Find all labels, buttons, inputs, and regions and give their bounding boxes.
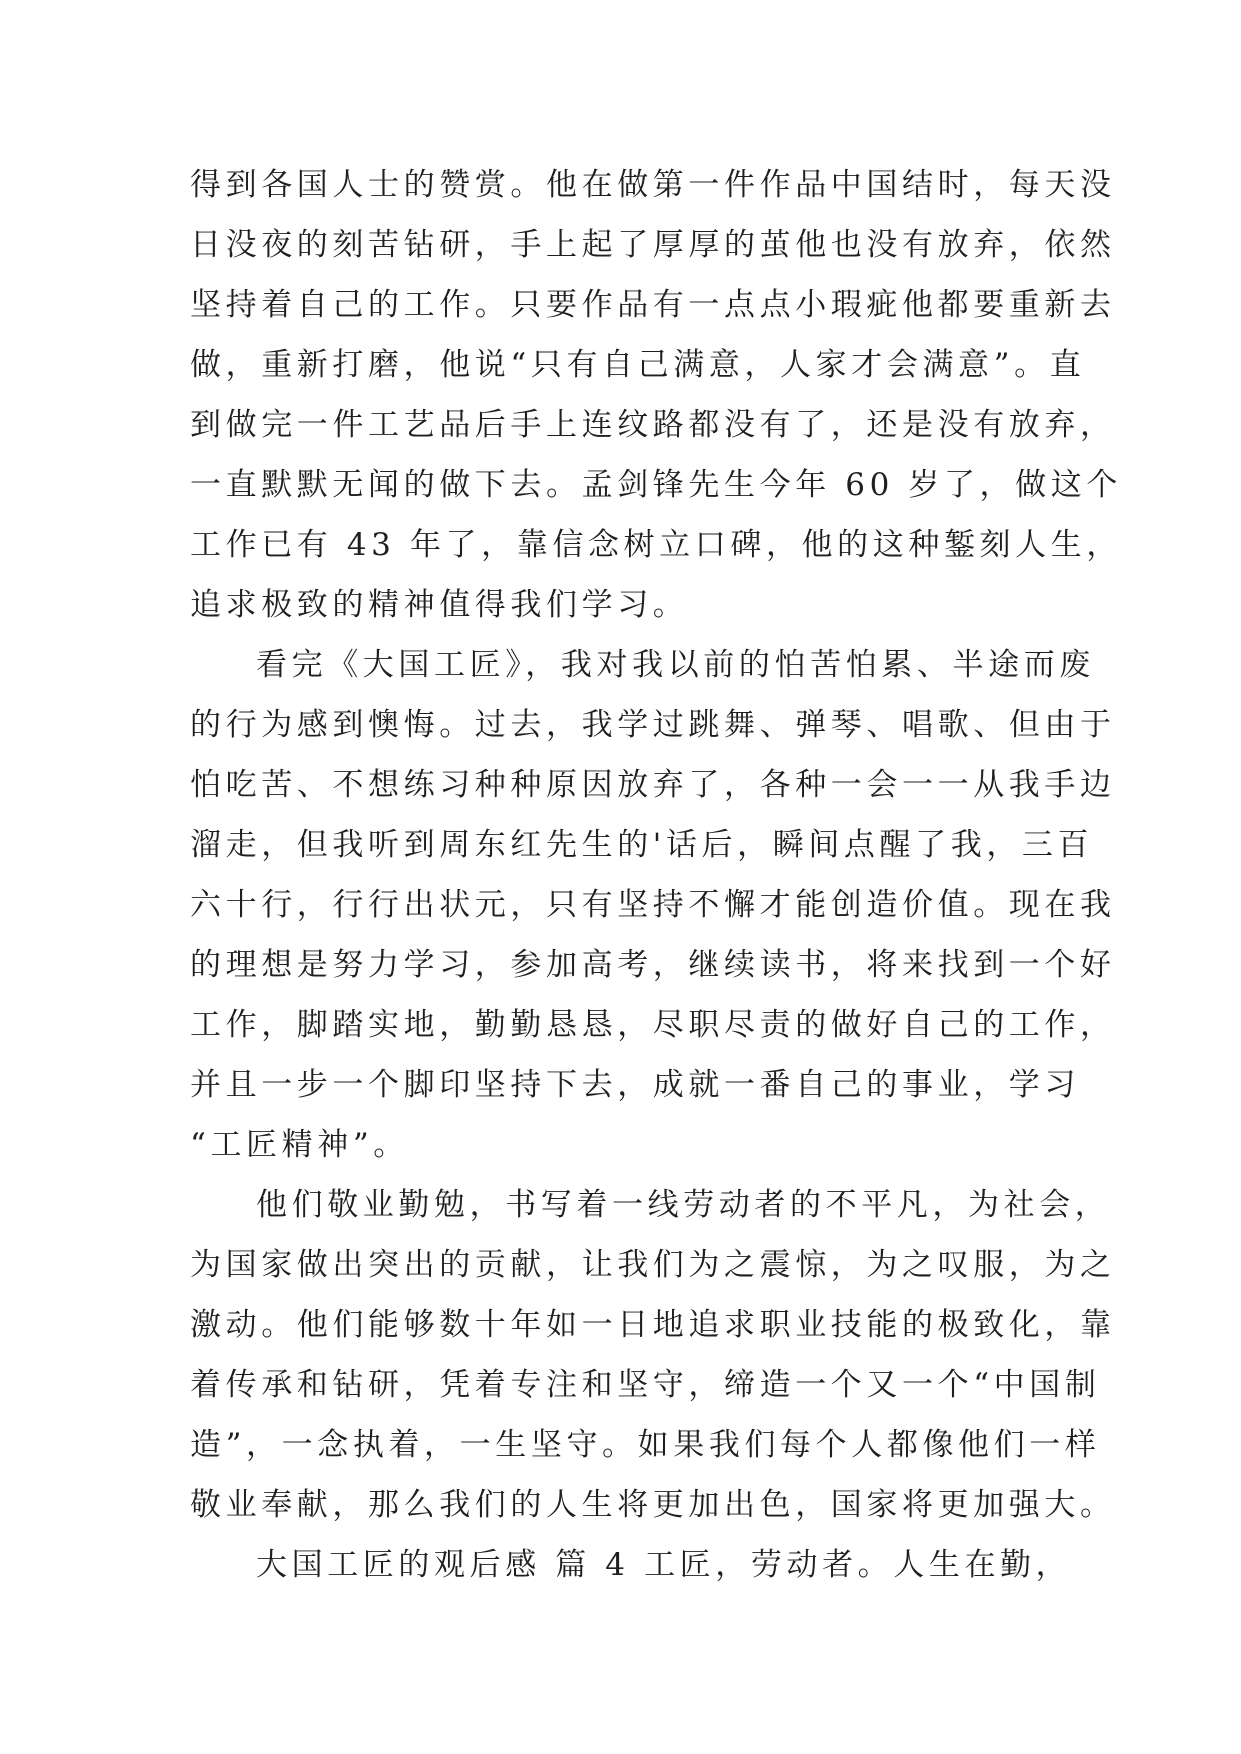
text-line: 的理想是努力学习，参加高考，继续读书，将来找到一个好 bbox=[190, 947, 1116, 983]
text-line: 怕吃苦、不想练习种种原因放弃了，各种一会一一从我手边 bbox=[190, 767, 1116, 803]
body-text bbox=[190, 155, 1122, 1595]
text-line: “工匠精神”。 bbox=[190, 1127, 409, 1163]
paragraph-start-line: 他们敬业勤勉，书写着一线劳动者的不平凡，为社会， bbox=[256, 1187, 1111, 1223]
text-line: 造”，一念执着，一生坚守。如果我们每个人都像他们一样 bbox=[190, 1427, 1101, 1463]
text-line: 一直默默无闻的做下去。孟剑锋先生今年 60 岁了，做这个 bbox=[190, 467, 1122, 503]
text-line: 做，重新打磨，他说“只有自己满意，人家才会满意”。直 bbox=[190, 347, 1086, 383]
text-line: 到做完一件工艺品后手上连纹路都没有了，还是没有放弃， bbox=[190, 407, 1116, 443]
paragraph-start-line: 看完《大国工匠》，我对我以前的怕苦怕累、半途而废 bbox=[256, 647, 1095, 683]
text-line: 激动。他们能够数十年如一日地追求职业技能的极致化，靠 bbox=[190, 1307, 1116, 1343]
text-line: 工作已有 43 年了，靠信念树立口碑，他的这种錾刻人生， bbox=[190, 527, 1122, 563]
text-line: 追求极致的精神值得我们学习。 bbox=[190, 587, 689, 623]
text-line: 为国家做出突出的贡献，让我们为之震惊，为之叹服，为之 bbox=[190, 1247, 1116, 1283]
text-line: 溜走，但我听到周东红先生的'话后，瞬间点醒了我，三百 bbox=[190, 827, 1094, 863]
section-heading-line: 大国工匠的观后感 篇 4 工匠，劳动者。人生在勤， bbox=[256, 1547, 1072, 1583]
text-line: 敬业奉献，那么我们的人生将更加出色，国家将更加强大。 bbox=[190, 1487, 1116, 1523]
text-line: 着传承和钻研，凭着专注和坚守，缔造一个又一个“中国制 bbox=[190, 1367, 1101, 1403]
text-line: 日没夜的刻苦钻研，手上起了厚厚的茧他也没有放弃，依然 bbox=[190, 227, 1116, 263]
text-line: 并且一步一个脚印坚持下去，成就一番自己的事业，学习 bbox=[190, 1067, 1080, 1103]
text-line: 得到各国人士的赞赏。他在做第一件作品中国结时，每天没 bbox=[190, 167, 1116, 203]
text-line: 工作，脚踏实地，勤勤恳恳，尽职尽责的做好自己的工作， bbox=[190, 1007, 1116, 1043]
text-line: 六十行，行行出状元，只有坚持不懈才能创造价值。现在我 bbox=[190, 887, 1116, 923]
text-line: 坚持着自己的工作。只要作品有一点点小瑕疵他都要重新去 bbox=[190, 287, 1116, 323]
text-line: 的行为感到懊悔。过去，我学过跳舞、弹琴、唱歌、但由于 bbox=[190, 707, 1116, 743]
